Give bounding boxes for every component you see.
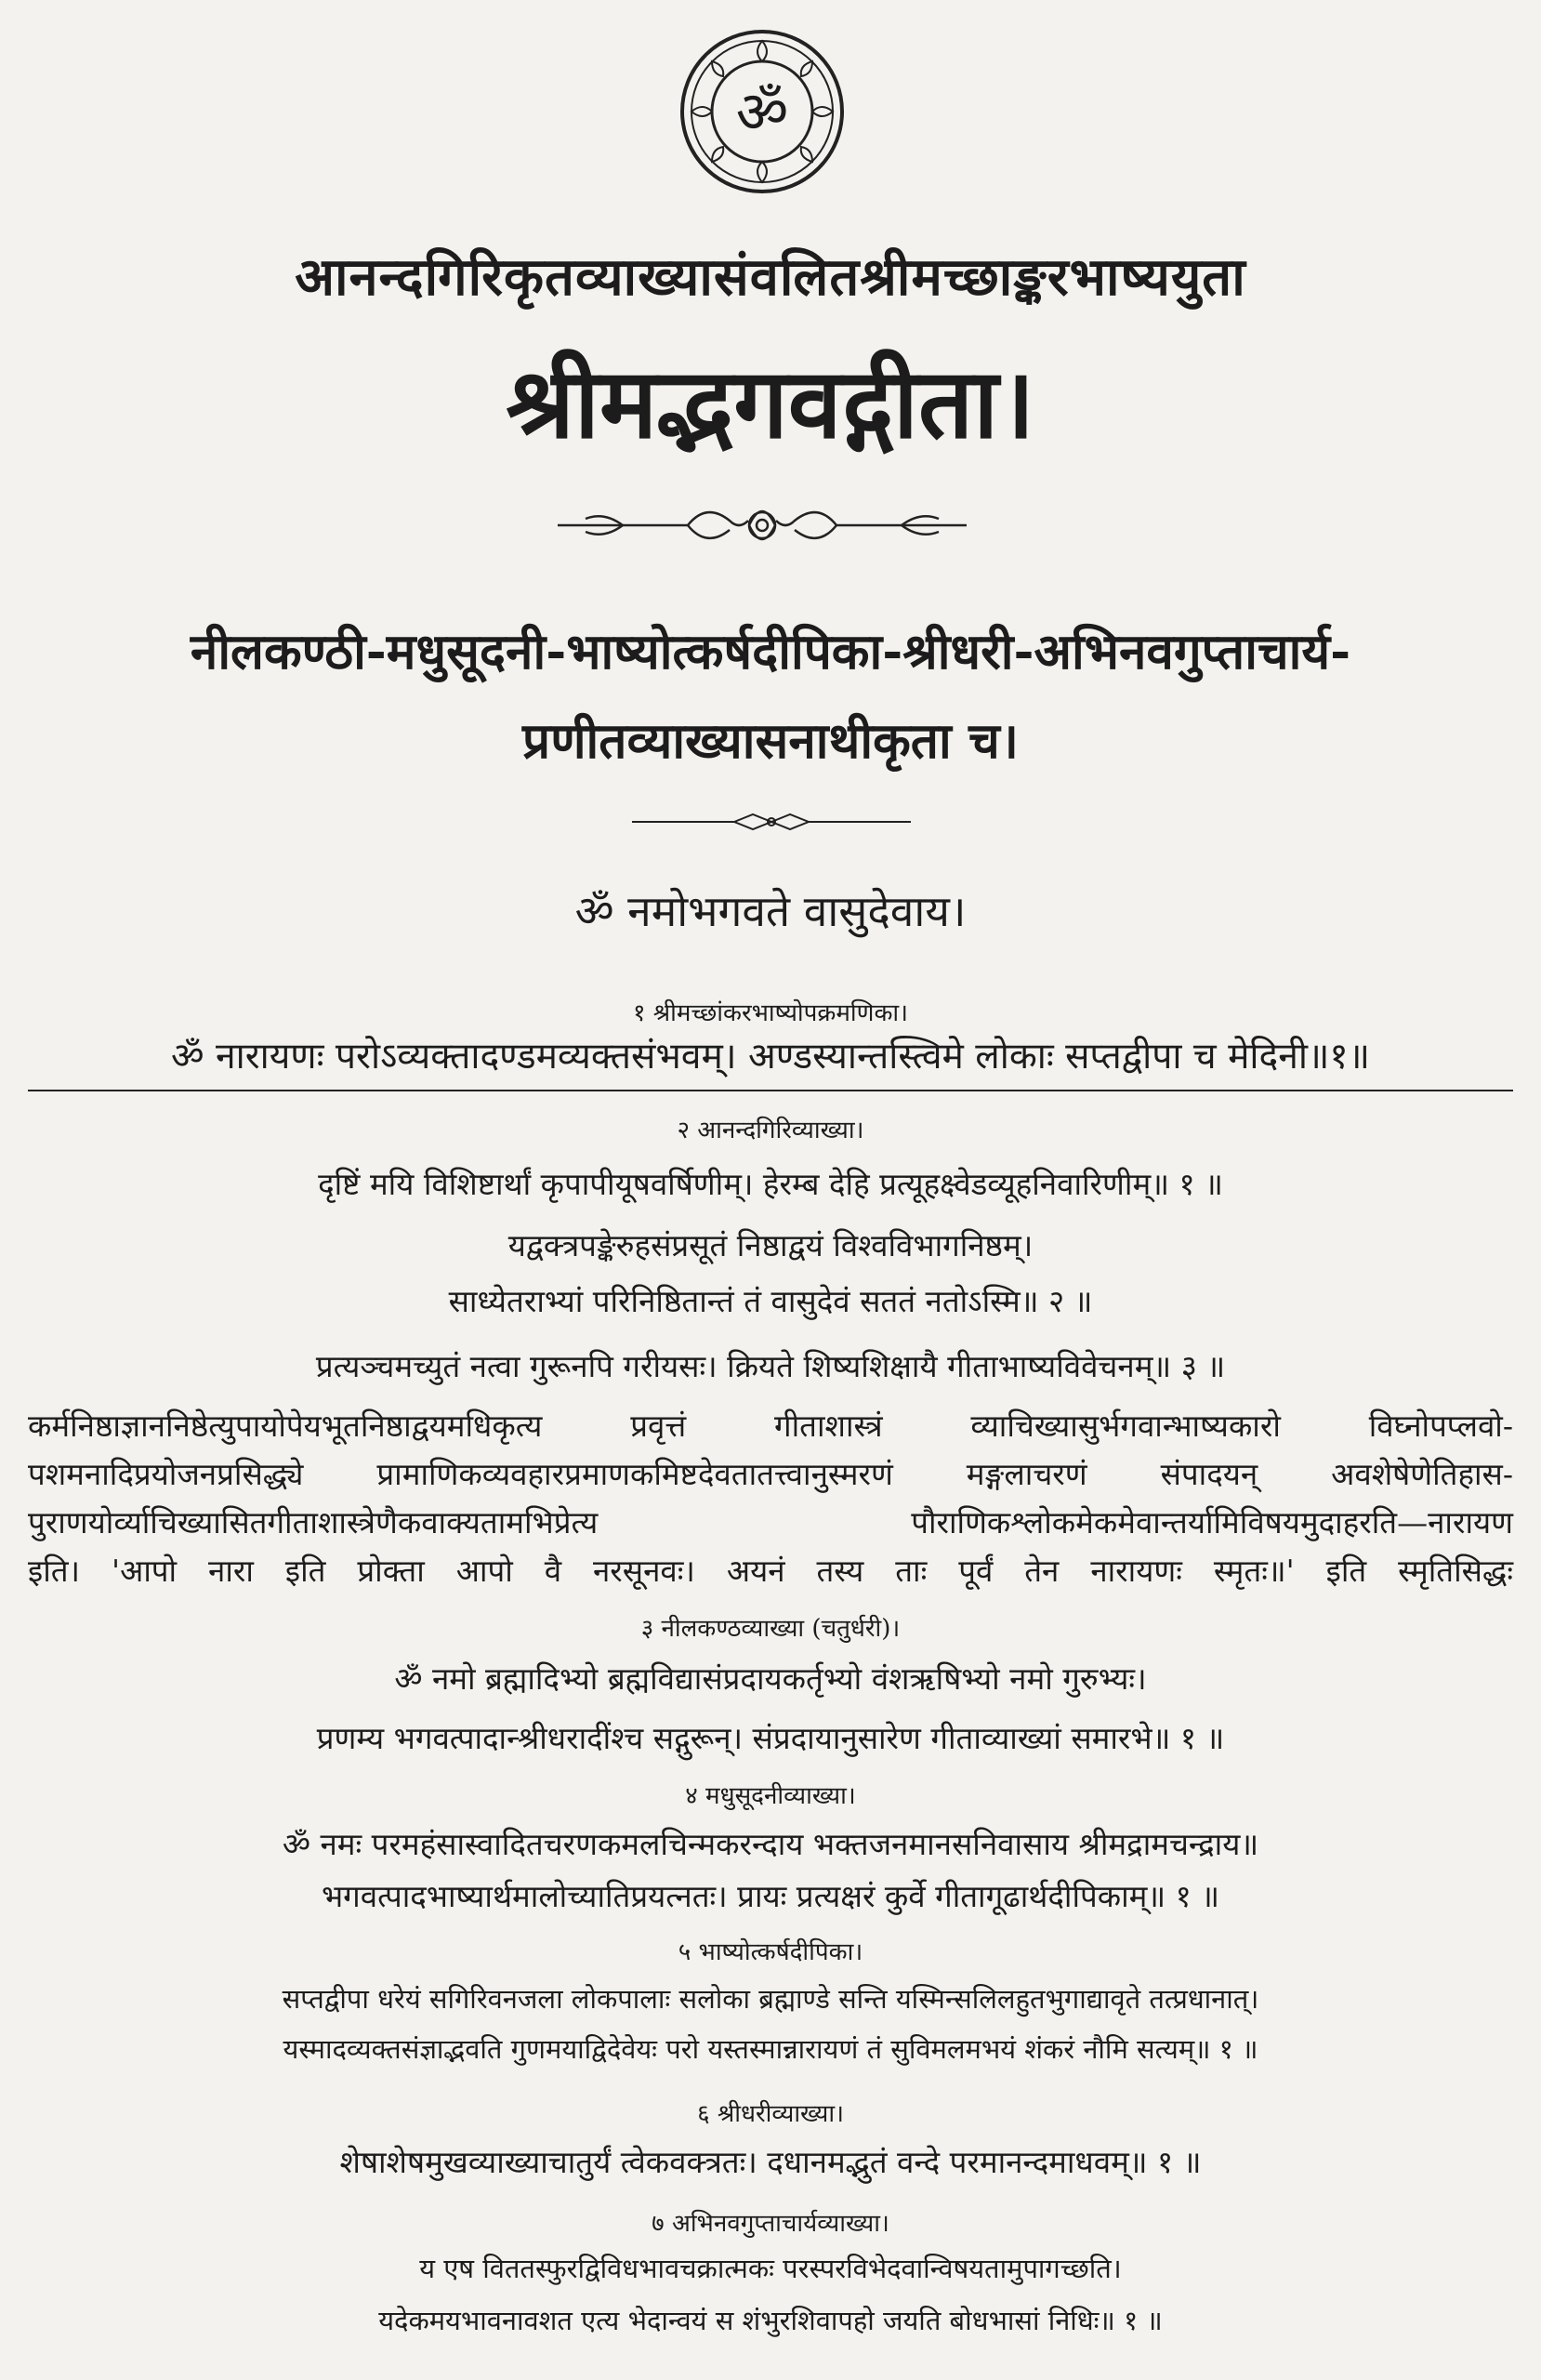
section-6-label: ६ श्रीधरीव्याख्या।	[697, 2100, 844, 2128]
section-3-line-2: प्रणम्य भगवत्पादान्श्रीधरादींश्च सद्गुरून्। संप्रदायानुसारेण गीताव्याख्यां समारभे॥ १ ॥	[316, 1720, 1225, 1756]
section-4-line-1: ॐ नमः परमहंसास्वादितचरणकमलचिन्मकरन्दाय भक्तजनमानसनिवासाय श्रीमद्रामचन्द्राय॥	[282, 1826, 1259, 1862]
book-title: श्रीमद्भगवद्गीता।	[506, 346, 1035, 460]
om-seal-icon	[678, 28, 846, 195]
section-2-line-3: साध्येतराभ्यां परिनिष्ठितान्तं तं वासुदेवं सततं नतोऽस्मि॥ २ ॥	[448, 1283, 1093, 1319]
commentaries-line-1: नीलकण्ठी-मधुसूदनी-भाष्योत्कर्षदीपिका-श्रीधरी-अभिनवगुप्ताचार्य-	[190, 623, 1351, 681]
section-4-label: ४ मधुसूदनीव्याख्या।	[685, 1782, 856, 1810]
section-5-line-1: सप्तद्वीपा धरेयं सगिरिवनजला लोकपालाः सलोका ब्रह्माण्डे सन्ति यस्मिन्सलिलहुतभुगाद्यावृते तत्प्रधानात्।	[282, 1983, 1259, 2015]
section-7-label: ७ अभिनवगुप्ताचार्यव्याख्या।	[652, 2210, 889, 2238]
section-2-line-2: यद्वक्त्रपङ्केरुहसंप्रसूतं निष्ठाद्वयं विश्वविभागनिष्ठम्।	[507, 1227, 1034, 1263]
section-4-line-2: भगवत्पादभाष्यार्थमालोच्यातिप्रयत्नतः। प्रायः प्रत्यक्षरं कुर्वे गीतागूढार्थदीपिकाम्॥ १ ॥	[321, 1878, 1220, 1914]
section-3-line-1: ॐ नमो ब्रह्मादिभ्यो ब्रह्मविद्यासंप्रदायकर्तृभ्यो वंशऋषिभ्यो नमो गुरुभ्यः।	[394, 1660, 1147, 1697]
section-1-verse: ॐ नारायणः परोऽव्यक्तादण्डमव्यक्तसंभवम्। अण्डस्यान्तस्त्विमे लोकाः सप्तद्वीपा च मेदिनी॥१॥	[171, 1036, 1370, 1078]
small-ornament-icon	[632, 811, 911, 833]
seal-om-text: ॐ	[735, 78, 789, 146]
section-5-line-2: यस्मादव्यक्तसंज्ञाद्भवति गुणमयाद्विदेवेयः परो यस्तस्मान्नारायणं तं सुविमलमभयं शंकरं नौमि सत्यम्॥ १ ॥	[283, 2033, 1258, 2065]
paragraph-line: कर्मनिष्ठाज्ञाननिष्ठेत्युपायोपेयभूतनिष्ठाद्वयमधिकृत्य प्रवृत्तं गीताशास्त्रं व्याचिख्यासुर्भगवान्भाष्यकारो विघ्नोपप्लवो-	[28, 1408, 1513, 1444]
paragraph-line: इति। 'आपो नारा इति प्रोक्ता आपो वै नरसूनवः। अयनं तस्य ताः पूर्वं तेन नारायणः स्मृतः॥' इति स्मृतिसिद्धः	[28, 1553, 1513, 1589]
section-2-line-1: दृष्टिं मयि विशिष्टार्थां कृपापीयूषवर्षिणीम्। हेरम्ब देहि प्रत्यूहक्ष्वेडव्यूहनिवारिणीम्॥ १ ॥	[318, 1166, 1223, 1202]
paragraph-line: पशमनादिप्रयोजनप्रसिद्ध्ये प्रामाणिकव्यवहारप्रमाणकमिष्टदेवतातत्त्वानुस्मरणं मङ्गलाचरणं संपादयन् अवशेषेणेतिहास-	[28, 1456, 1513, 1492]
section-3-label: ३ नीलकण्ठव्याख्या (चतुर्धरी)।	[640, 1615, 901, 1643]
section-divider	[28, 1090, 1513, 1091]
title-ornament-icon	[548, 493, 976, 558]
section-2-paragraph	[28, 1402, 1513, 1595]
section-7-line-2: यदेकमयभावनावशत एत्य भेदान्वयं स शंभुरशिवापहो जयति बोधभासां निधिः॥ १ ॥	[378, 2305, 1163, 2336]
section-2-line-4: प्रत्यञ्चमच्युतं नत्वा गुरूनपि गरीयसः। क्रियते शिष्यशिक्षायै गीताभाष्यविवेचनम्॥ ३ ॥	[315, 1348, 1226, 1384]
invocation-line: ॐ नमोभगवते वासुदेवाय।	[574, 886, 967, 936]
section-2-label: २ आनन्दगिरिव्याख्या।	[677, 1117, 864, 1144]
section-7-line-1: य एष विततस्फुरद्विविधभावचक्रात्मकः परस्परविभेदवान्विषयतामुपागच्छति।	[419, 2253, 1122, 2284]
commentaries-line-2: प्रणीतव्याख्यासनाथीकृता च।	[522, 712, 1019, 770]
section-1-label: १ श्रीमच्छांकरभाष्योपक्रमणिका।	[632, 999, 909, 1027]
section-5-label: ५ भाष्योत्कर्षदीपिका।	[678, 1938, 863, 1966]
paragraph-line: पुराणयोर्व्याचिख्यासितगीताशास्त्रेणैकवाक्यतामभिप्रेत्य पौराणिकश्लोकमेकमेवान्तर्यामिविषयमुदाहरति—नारायण	[28, 1504, 1513, 1540]
section-6-line-1: शेषाशेषमुखव्याख्याचातुर्यं त्वेकवक्त्रतः। दधानमद्भुतं वन्दे परमानन्दमाधवम्॥ १ ॥	[339, 2144, 1202, 2180]
book-subtitle: आनन्दगिरिकृतव्याख्यासंवलितश्रीमच्छाङ्करभाष्ययुता	[295, 246, 1246, 308]
